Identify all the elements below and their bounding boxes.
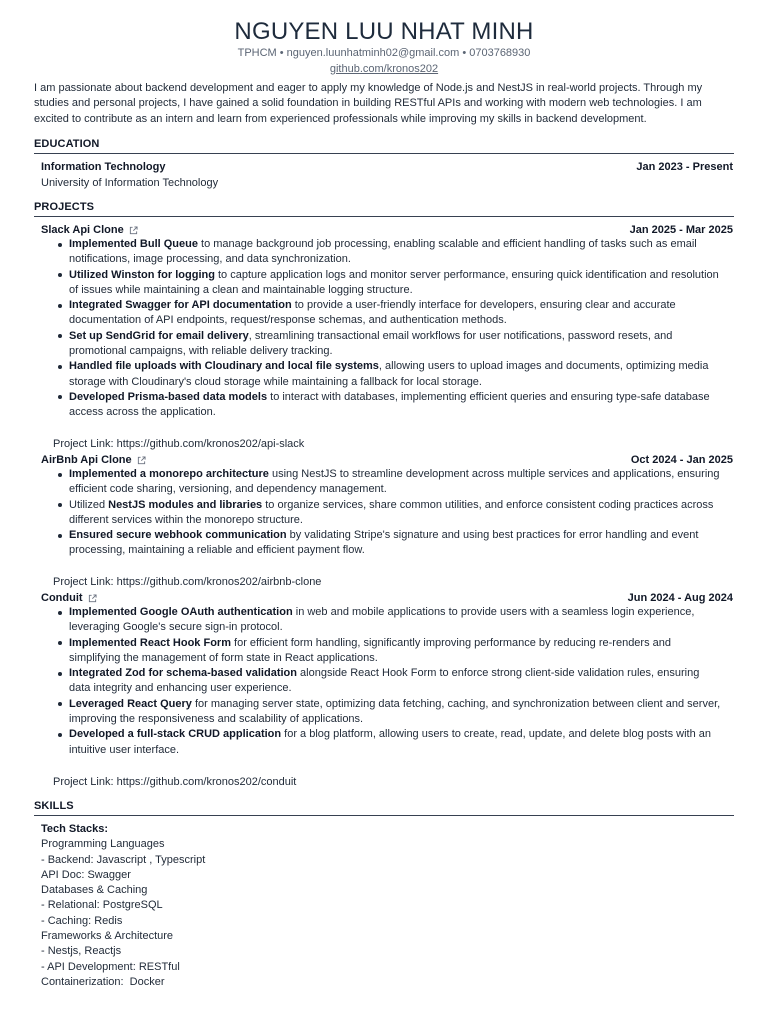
bullet-highlight: Leveraged React Query [69, 697, 192, 710]
bullet-highlight: NestJS modules and libraries [108, 498, 263, 511]
project-bullets [53, 237, 723, 421]
skill-line: API Doc: Swagger [41, 868, 131, 881]
section-divider [34, 216, 734, 217]
skill-line: Databases & Caching [41, 884, 148, 897]
external-link-icon[interactable] [137, 456, 146, 465]
bullet-highlight: Implemented React Hook Form [69, 636, 231, 649]
bullet-highlight: Ensured secure webhook communication [69, 529, 287, 542]
skill-line: - Caching: Redis [41, 914, 123, 927]
bullet-highlight: Utilized Winston for logging [69, 268, 215, 281]
bullet-highlight: Developed a full-stack CRUD application [69, 728, 282, 741]
bullet-highlight: Handled file uploads with Cloudinary and local file systems [69, 360, 379, 373]
bullet-item: Integrated Swagger for API documentation to provide a user-friendly interface for developers, ensuring clear and accurate documentation of API endpoints, request/response schemas, and authentication methods. [53, 298, 723, 329]
project-title[interactable] [41, 223, 138, 237]
bullet-highlight: Set up SendGrid for email delivery [69, 329, 249, 342]
bullet-item: Implemented Google OAuth authentication in web and mobile applications to provide users with a seamless login experience, leveraging Google's secure sign-in protocol. [53, 605, 723, 636]
bullet-item: Utilized NestJS modules and libraries to organize services, share common utilities, and enforce consistent coding practices across different services within the monorepo structure. [53, 498, 723, 529]
skill-line: - Backend: Javascript , Typescript [41, 853, 206, 866]
skill-line: - API Development: RESTful [41, 960, 180, 973]
skills-heading: Tech Stacks: [41, 823, 109, 835]
education-school: University of Information Technology [41, 177, 219, 189]
project-date: Jan 2025 - Mar 2025 [629, 224, 733, 236]
bullet-item: Developed a full-stack CRUD application for a blog platform, allowing users to create, read, update, and delete blog posts with an intuitive user interface. [53, 727, 723, 758]
bullet-item: Implemented a monorepo architecture using NestJS to streamline development across multiple services and applications, ensuring efficient code sharing, versioning, and dependency management. [53, 467, 723, 498]
project-link: Project Link: https://github.com/kronos202/api-slack [53, 438, 305, 450]
project-title[interactable] [41, 453, 146, 467]
bullet-highlight: Developed Prisma-based data models [69, 390, 268, 403]
github-link[interactable]: github.com/kronos202 [329, 63, 439, 75]
section-divider [34, 153, 734, 154]
summary-paragraph: I am passionate about backend development and eager to apply my knowledge of Node.js and NestJS in real-world projects. Through my studies and personal projects, I have gained a solid foundation in building RESTful APIs and working with modern web technologies. I am excited to contribute as an intern and learn from experienced professionals while improving my skills in backend development. [34, 82, 703, 125]
bullet-highlight: Implemented a monorepo architecture [69, 468, 269, 480]
contact-line: TPHCM • nguyen.luunhatminh02@gmail.com • 0703768930 [237, 47, 531, 59]
bullet-item: Integrated Zod for schema-based validation alongside React Hook Form to enforce strong client-side validation rules, ensuring data integrity and enhancing user experience. [53, 666, 723, 697]
section-title-education: EDUCATION [34, 138, 100, 150]
bullet-highlight: Implemented Google OAuth authentication [69, 606, 293, 618]
skills-lines [41, 837, 205, 990]
bullet-item: Ensured secure webhook communication by validating Stripe's signature and using best practices for error handling and event processing, maintaining a reliable and efficient payment flow. [53, 528, 723, 559]
education-date: Jan 2023 - Present [636, 161, 733, 173]
project-date: Jun 2024 - Aug 2024 [627, 592, 733, 604]
section-title-skills: SKILLS [34, 800, 74, 812]
external-link-icon[interactable] [88, 594, 97, 603]
bullet-highlight: Integrated Swagger for API documentation [69, 299, 292, 312]
project-link: Project Link: https://github.com/kronos202/conduit [53, 776, 297, 788]
skill-line: Containerization: Docker [41, 975, 165, 988]
bullet-highlight: Integrated Zod for schema-based validation [69, 667, 297, 680]
skill-line: - Relational: PostgreSQL [41, 899, 163, 912]
github-link-row [0, 62, 768, 76]
bullet-item: Implemented React Hook Form for efficient form handling, significantly improving performance by reducing re-renders and simplifying the management of form state in React applications. [53, 636, 723, 667]
skill-line: Frameworks & Architecture [41, 930, 174, 943]
section-title-projects: PROJECTS [34, 201, 95, 213]
candidate-name: NGUYEN LUU NHAT MINH [234, 18, 534, 45]
education-degree [41, 160, 165, 174]
project-title[interactable] [41, 591, 97, 605]
project-bullets [53, 467, 723, 559]
bullet-item: Utilized Winston for logging to capture application logs and monitor server performance, ensuring quick identification and resolution of issues while maintaining a clean and maintainable logging structure. [53, 268, 723, 299]
project-name[interactable]: Conduit [41, 592, 83, 604]
skill-line: Programming Languages [41, 838, 165, 851]
project-link: Project Link: https://github.com/kronos202/airbnb-clone [53, 576, 322, 588]
bullet-highlight: Implemented Bull Queue [69, 238, 198, 250]
project-name[interactable]: Slack Api Clone [41, 224, 124, 236]
section-divider [34, 815, 734, 816]
bullet-item: Implemented Bull Queue to manage background job processing, enabling scalable and efficient handling of tasks such as email notifications, image processing, and data synchronization. [53, 237, 723, 268]
bullet-item: Leveraged React Query for managing server state, optimizing data fetching, caching, and synchronization between client and server, improving the responsiveness and scalability of applications. [53, 697, 723, 728]
skills-block [41, 822, 205, 990]
skill-line: - Nestjs, Reactjs [41, 945, 122, 958]
project-date: Oct 2024 - Jan 2025 [630, 454, 733, 466]
external-link-icon[interactable] [129, 226, 138, 235]
bullet-item: Developed Prisma-based data models to interact with databases, implementing efficient queries and ensuring type-safe database access across the application. [53, 390, 723, 421]
bullet-item: Set up SendGrid for email delivery, streamlining transactional email workflows for user notifications, password resets, and promotional campaigns, with reliable delivery tracking. [53, 329, 723, 360]
project-name[interactable]: AirBnb Api Clone [41, 454, 132, 466]
project-bullets [53, 605, 723, 758]
bullet-item: Handled file uploads with Cloudinary and local file systems, allowing users to upload images and documents, optimizing media storage with Cloudinary's cloud storage while maintaining a fallback for local storage. [53, 359, 723, 390]
education-degree-label: Information Technology [41, 161, 166, 173]
